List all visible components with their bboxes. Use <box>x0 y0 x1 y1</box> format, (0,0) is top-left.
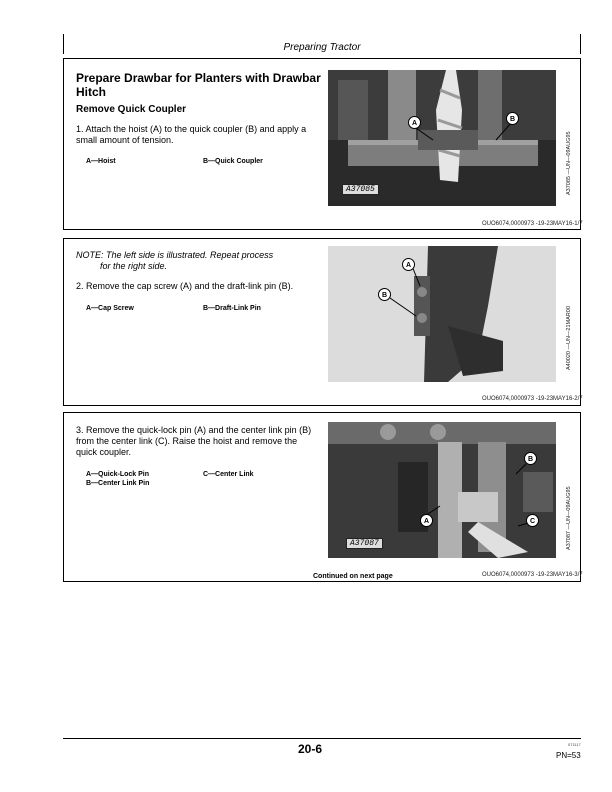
doc-id: OUO6074,0000973 -19-23MAY16-3/7 <box>482 572 583 578</box>
step-3-text: 3. Remove the quick-lock pin (A) and the center link pin (B) from the center link (C). Raise the hoist and remove the quick coupler. <box>76 425 312 457</box>
photo-side-id: A37085 —UN—09AUG95 <box>566 131 572 195</box>
legend-b: B—Quick Coupler <box>203 158 263 165</box>
legend-a: A—Hoist <box>86 158 116 165</box>
section-subheading: Remove Quick Coupler <box>76 104 187 115</box>
legend-c: C—Center Link <box>203 471 254 478</box>
step-2-text: 2. Remove the cap screw (A) and the draft-link pin (B). <box>76 281 294 291</box>
photo-code: A37085 <box>342 184 379 195</box>
callout-c: C <box>526 514 539 527</box>
callout-a: A <box>408 116 421 129</box>
footer-rule <box>63 738 581 739</box>
callout-b: B <box>524 452 537 465</box>
callout-b: B <box>378 288 391 301</box>
legend-a: A—Cap Screw <box>86 305 134 312</box>
legend-a: A—Quick-Lock Pin <box>86 471 150 478</box>
legend-b: B—Draft-Link Pin <box>203 305 261 312</box>
callout-b: B <box>506 112 519 125</box>
photo-quick-coupler <box>328 70 556 206</box>
photo-draft-link <box>328 246 556 382</box>
photo-code: A37087 <box>346 538 383 549</box>
doc-id: OUO6074,0000973 -19-23MAY16-2/7 <box>482 396 583 402</box>
page-header-title: Preparing Tractor <box>283 42 361 53</box>
note-line-2: for the right side. <box>100 261 168 271</box>
doc-id: OUO6074,0000973 -19-23MAY16-1/7 <box>482 221 583 227</box>
section-heading: Prepare Drawbar for Planters with Drawbar Hitch <box>76 71 321 99</box>
callout-a: A <box>402 258 415 271</box>
callout-a: A <box>420 514 433 527</box>
photo-side-id: A37087 —UN—09AUG95 <box>566 486 572 550</box>
step-1-text: 1. Attach the hoist (A) to the quick coupler (B) and apply a small amount of tension. <box>76 124 307 145</box>
footer-code: 071117 <box>568 742 581 747</box>
page-number: 20-6 <box>297 742 323 756</box>
continued-note: Continued on next page <box>313 573 393 580</box>
photo-side-id: A40020 —UN—21MAR00 <box>566 306 572 370</box>
note-line-1: NOTE: The left side is illustrated. Repeat process <box>76 250 274 260</box>
pn-label: PN=53 <box>556 751 581 760</box>
photo-draft-link-drawing <box>328 246 556 382</box>
legend-b: B—Center Link Pin <box>86 480 150 487</box>
photo-center-link <box>328 422 556 558</box>
